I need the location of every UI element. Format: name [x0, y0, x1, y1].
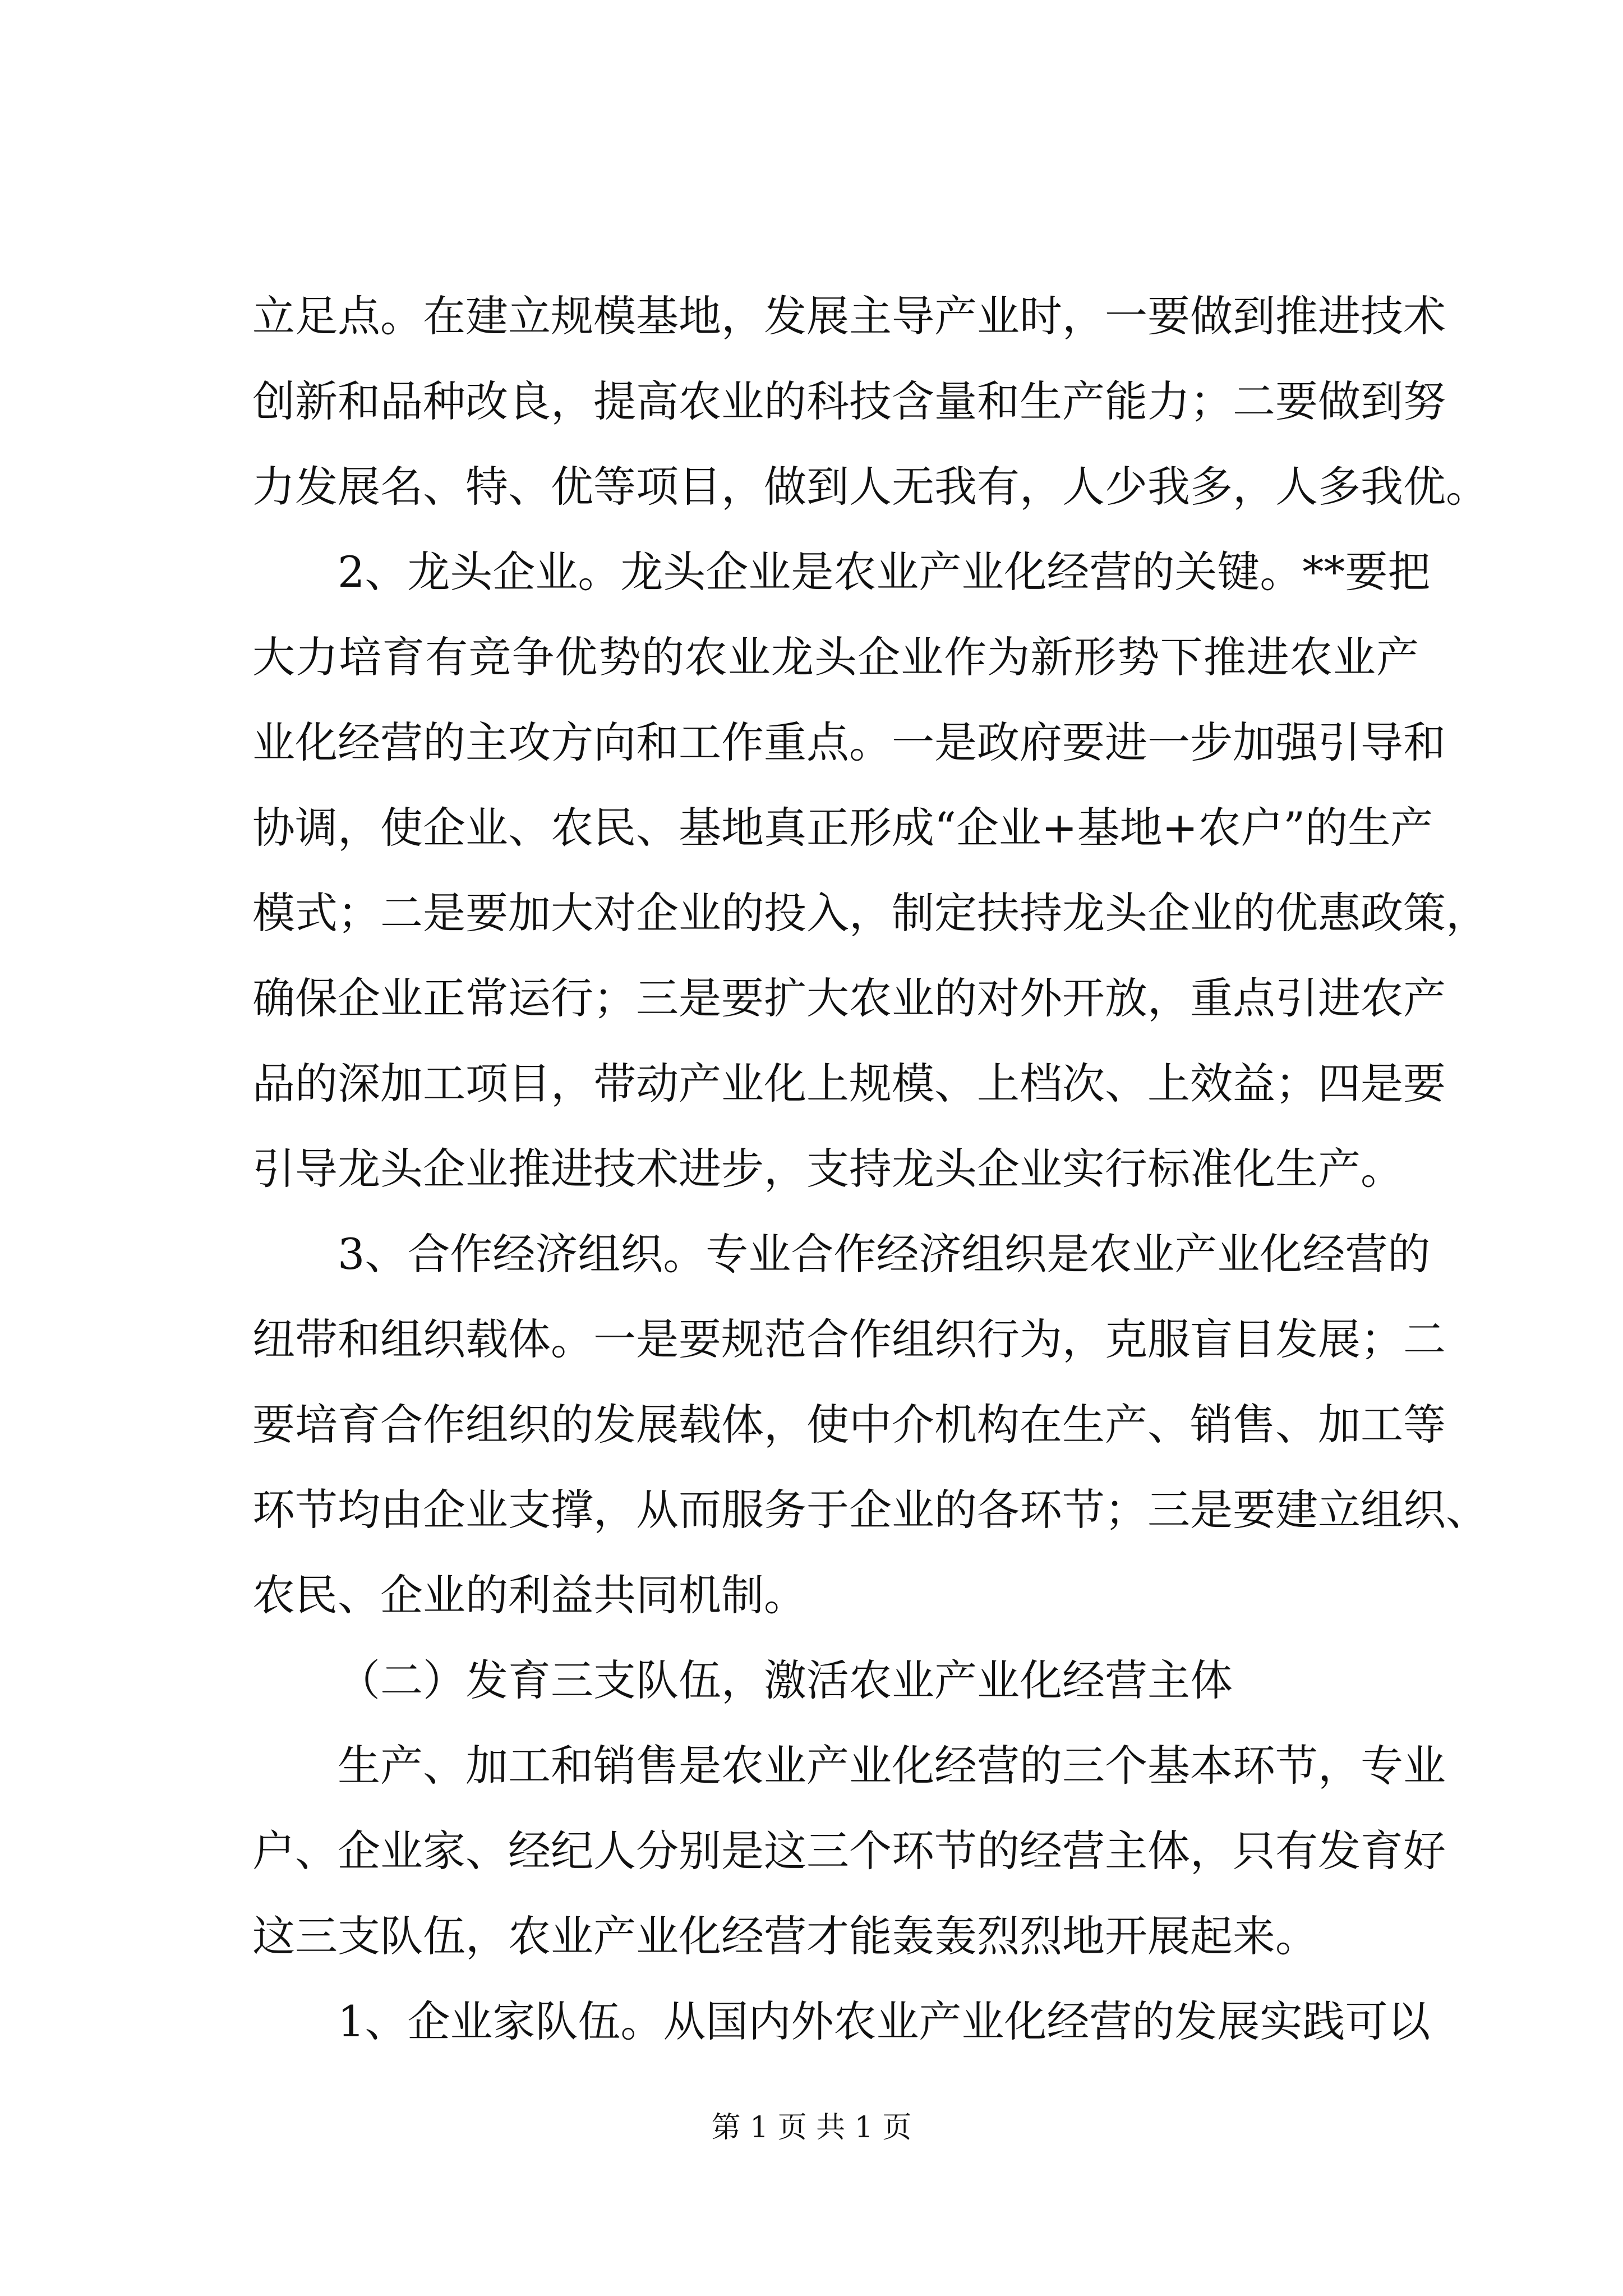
paragraph-start-line: 生产、加工和销售是农业产业化经营的三个基本环节，专业 [338, 1741, 1446, 1791]
text-line: 创新和品种改良，提高农业的科技含量和生产能力；二要做到努 [252, 376, 1446, 426]
body-text [252, 274, 1488, 2064]
text-line: 力发展名、特、优等项目，做到人无我有，人少我多，人多我优。 [252, 462, 1488, 512]
section-heading: （二）发育三支队伍，激活农业产业化经营主体 [338, 1655, 1233, 1705]
paragraph-start-line: 1、企业家队伍。从国内外农业产业化经营的发展实践可以 [338, 1996, 1431, 2046]
text-line: 业化经营的主攻方向和工作重点。一是政府要进一步加强引导和 [252, 717, 1446, 767]
paragraph-start-line: 3、合作经济组织。专业合作经济组织是农业产业化经营的 [338, 1229, 1431, 1279]
paragraph-end-line: 农民、企业的利益共同机制。 [252, 1570, 806, 1620]
text-line: 模式；二是要加大对企业的投入，制定扶持龙头企业的优惠政策， [252, 888, 1488, 938]
text-line: 要培育合作组织的发展载体，使中介机构在生产、销售、加工等 [252, 1400, 1446, 1450]
text-line: 协调，使企业、农民、基地真正形成“企业+基地+农户”的生产 [252, 803, 1433, 853]
text-line: 品的深加工项目，带动产业化上规模、上档次、上效益；四是要 [252, 1059, 1446, 1108]
text-line: 大力培育有竞争优势的农业龙头企业作为新形势下推进农业产 [252, 632, 1419, 682]
text-line: 立足点。在建立规模基地，发展主导产业时，一要做到推进技术 [252, 291, 1446, 341]
paragraph-end-line: 这三支队伍，农业产业化经营才能轰轰烈烈地开展起来。 [252, 1911, 1318, 1961]
paragraph-start-line: 2、龙头企业。龙头企业是农业产业化经营的关键。**要把 [338, 547, 1431, 597]
text-line: 纽带和组织载体。一是要规范合作组织行为，克服盲目发展；二 [252, 1314, 1446, 1364]
text-line: 户、企业家、经纪人分别是这三个环节的经营主体，只有发育好 [252, 1826, 1446, 1876]
text-line: 环节均由企业支撑，从而服务于企业的各环节；三是要建立组织、 [252, 1485, 1488, 1535]
paragraph-end-line: 引导龙头企业推进技术进步，支持龙头企业实行标准化生产。 [252, 1144, 1403, 1194]
text-line: 确保企业正常运行；三是要扩大农业的对外开放，重点引进农产 [252, 973, 1446, 1023]
page-number-footer: 第 1 页 共 1 页 [711, 2111, 912, 2145]
